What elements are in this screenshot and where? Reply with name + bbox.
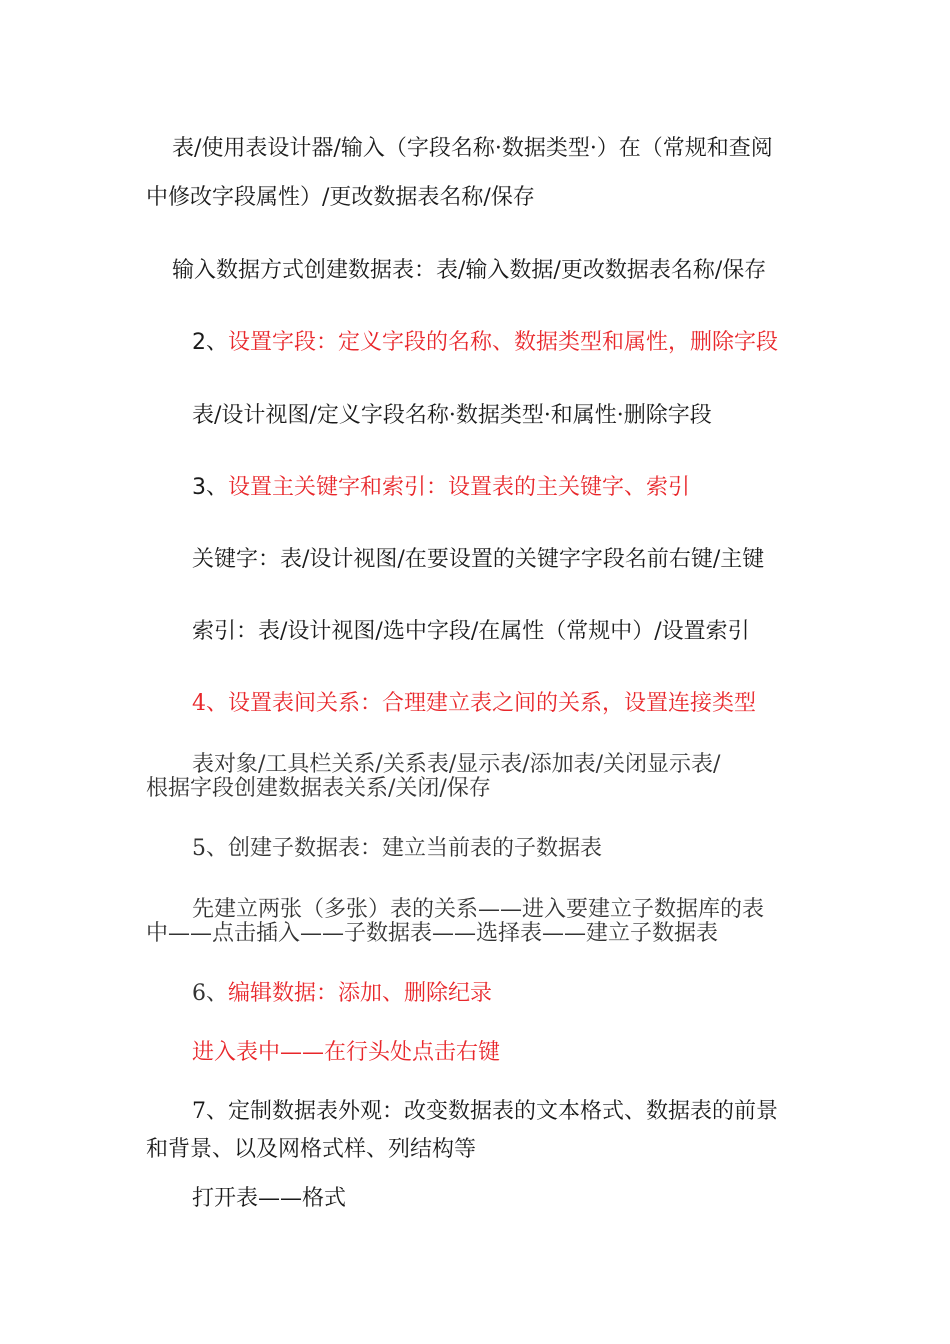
- para-6-line-0: 索引：表/设计视图/选中字段/在属性（常规中）/设置索引: [192, 619, 750, 644]
- heading-6: [192, 981, 492, 1007]
- para-0-line-0: 表/使用表设计器/输入（字段名称·数据类型·）在（常规和查阅: [172, 136, 773, 161]
- para-10-line-1: 中——点击插入——子数据表——选择表——建立子数据表: [146, 921, 719, 946]
- para-0-line-1: 中修改字段属性）/更改数据表名称/保存: [146, 185, 535, 210]
- heading-5: 5、创建子数据表：建立当前表的子数据表: [192, 836, 602, 861]
- heading-6-number: 6、: [192, 981, 228, 1006]
- para-14-line-0: 打开表——格式: [192, 1186, 347, 1211]
- para-10-line-0: 先建立两张（多张）表的关系——进入要建立子数据库的表: [192, 897, 765, 922]
- heading-3-text: 设置主关键字和索引：设置表的主关键字、索引: [228, 475, 691, 500]
- heading-2: [192, 330, 778, 356]
- para-13-line-1: 和背景、以及网格式样、列结构等: [146, 1137, 477, 1162]
- heading-6-text: 编辑数据：添加、删除纪录: [228, 981, 493, 1006]
- para-12-line-0: 进入表中——在行头处点击右键: [192, 1040, 501, 1065]
- para-3-line-0: 表/设计视图/定义字段名称·数据类型·和属性·删除字段: [192, 403, 712, 428]
- heading-3: [192, 475, 690, 501]
- heading-2-text: 设置字段：定义字段的名称、数据类型和属性，删除字段: [228, 330, 779, 355]
- heading-4: 4、设置表间关系：合理建立表之间的关系，设置连接类型: [192, 691, 756, 716]
- heading-3-number: 3、: [192, 475, 228, 500]
- para-8-line-0: 表对象/工具栏关系/关系表/显示表/添加表/关闭显示表/: [192, 752, 721, 777]
- para-5-line-0: 关键字：表/设计视图/在要设置的关键字字段名前右键/主键: [192, 547, 765, 572]
- para-8-line-1: 根据字段创建数据表关系/关闭/保存: [146, 776, 491, 801]
- para-1-line-0: 输入数据方式创建数据表：表/输入数据/更改数据表名称/保存: [172, 258, 767, 283]
- para-13-line-0: 7、定制数据表外观：改变数据表的文本格式、数据表的前景: [192, 1099, 778, 1124]
- heading-2-number: 2、: [192, 330, 228, 355]
